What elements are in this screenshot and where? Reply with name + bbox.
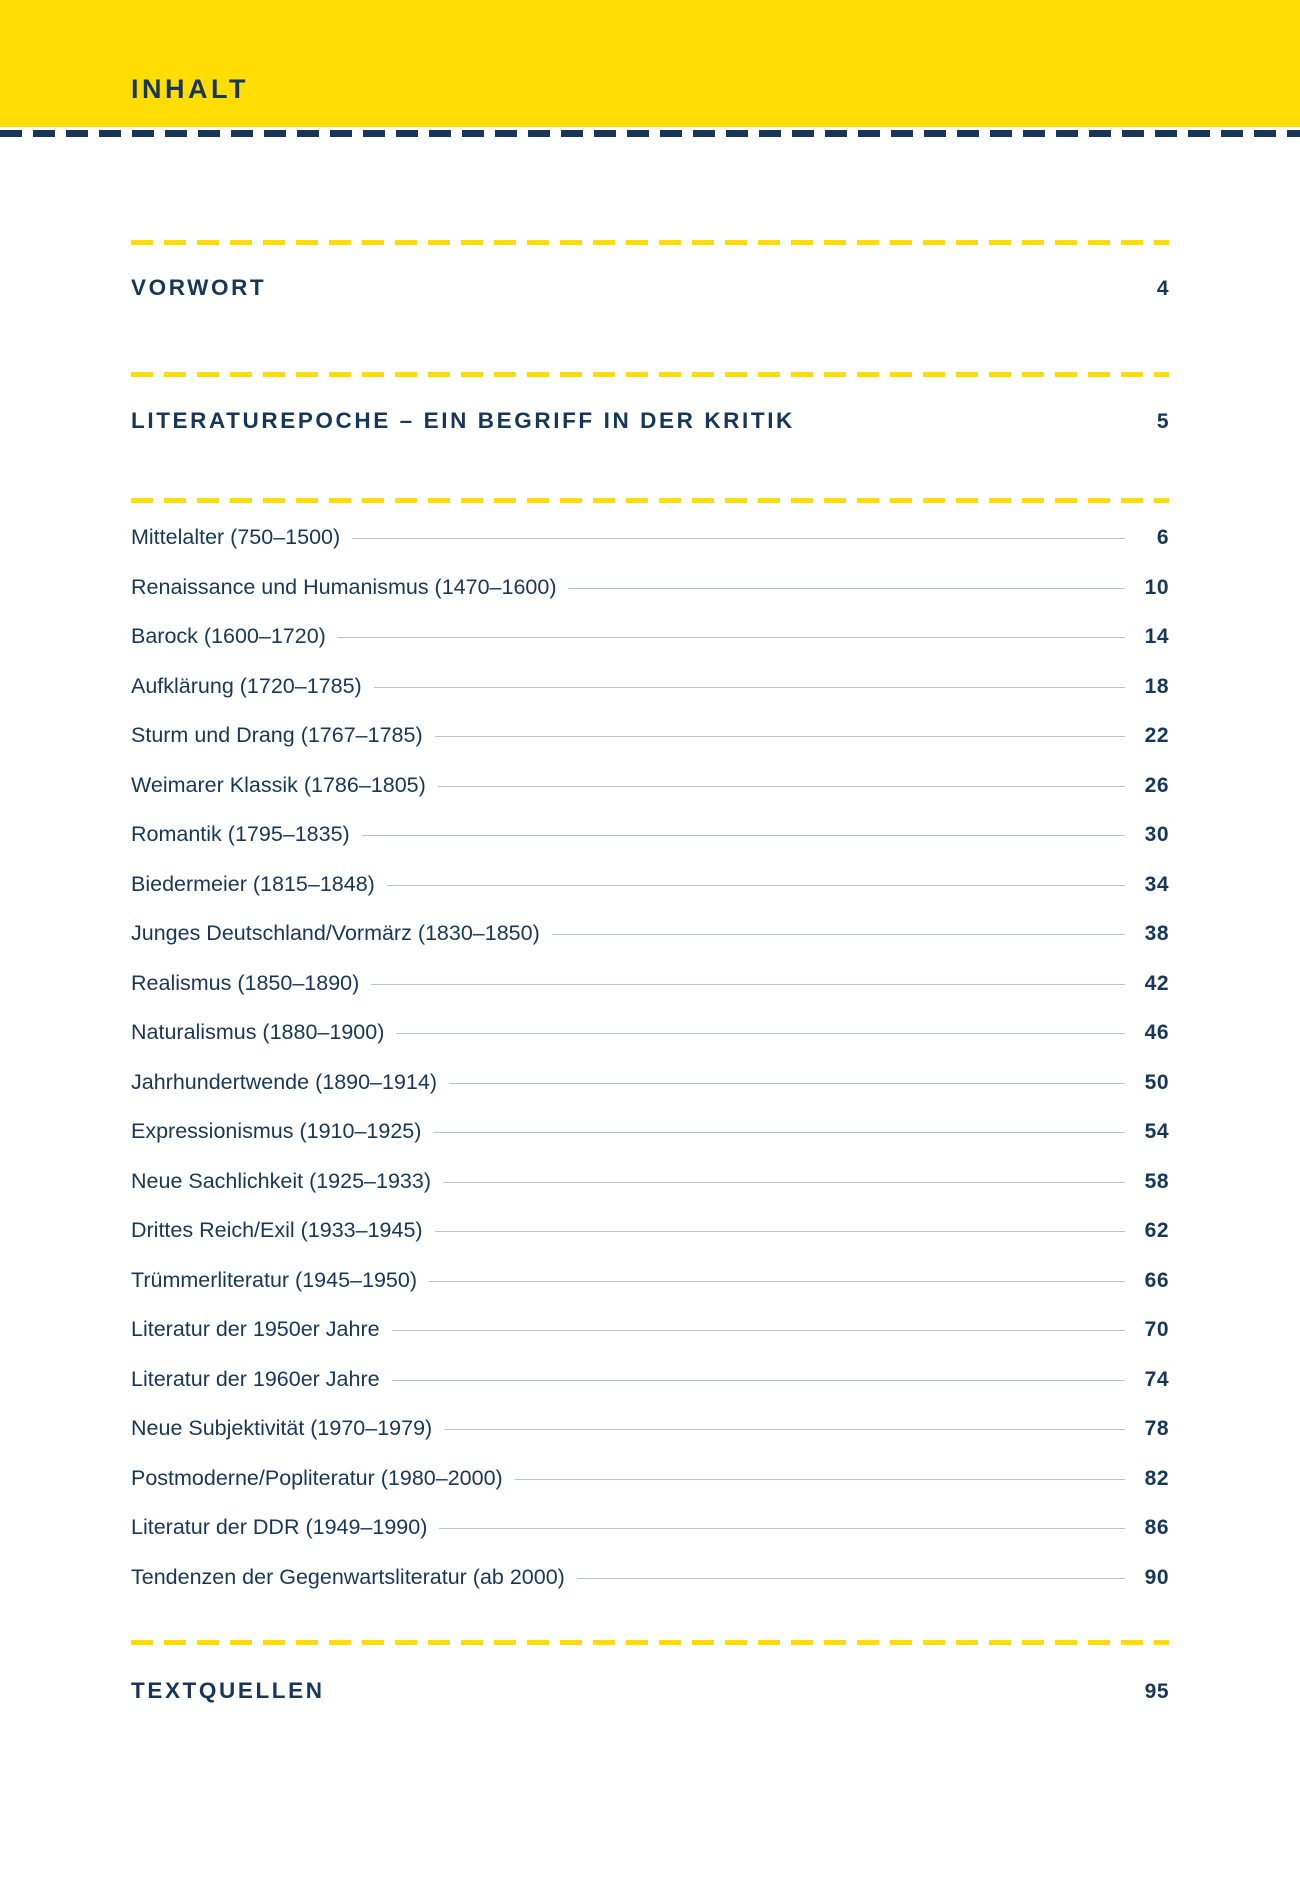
toc-entry-page: 62	[1144, 1219, 1169, 1242]
toc-entry[interactable]	[131, 971, 1169, 1021]
toc-entry-page: 18	[1144, 674, 1169, 698]
header-band	[0, 0, 1300, 127]
toc-leader-line	[371, 983, 1125, 985]
toc-leader-line	[433, 1131, 1125, 1133]
divider-above-textquellen	[131, 1640, 1169, 1645]
toc-leader-line	[387, 884, 1125, 886]
toc-leader-line	[552, 933, 1125, 935]
toc-entry[interactable]	[131, 1070, 1169, 1120]
toc-entry[interactable]	[131, 624, 1169, 674]
toc-entry[interactable]	[131, 1565, 1169, 1615]
toc-entry-page: 34	[1144, 872, 1169, 896]
toc-entry[interactable]	[131, 525, 1169, 575]
toc-entry-page: 66	[1144, 1268, 1169, 1292]
toc-entry[interactable]	[131, 1020, 1169, 1070]
toc-entry-page: 78	[1144, 1417, 1169, 1440]
toc-leader-line	[515, 1478, 1125, 1480]
toc-entry-list	[131, 525, 1169, 1614]
toc-entry-label: Sturm und Drang (1767–1785)	[131, 723, 423, 747]
toc-entry-label: Expressionismus (1910–1925)	[131, 1119, 422, 1143]
toc-entry-page: 22	[1144, 724, 1169, 747]
header-divider	[0, 130, 1300, 137]
toc-entry[interactable]	[131, 822, 1169, 872]
toc-entry[interactable]	[131, 1367, 1169, 1417]
toc-entry[interactable]	[131, 1466, 1169, 1516]
section-vorwort-title: VORWORT	[131, 275, 267, 300]
toc-entry[interactable]	[131, 1119, 1169, 1169]
toc-leader-line	[374, 686, 1125, 688]
toc-entry-page: 10	[1144, 575, 1169, 599]
toc-leader-line	[362, 834, 1125, 836]
toc-entry[interactable]	[131, 1268, 1169, 1318]
toc-leader-line	[392, 1329, 1125, 1331]
toc-leader-line	[352, 537, 1125, 539]
toc-leader-line	[438, 785, 1125, 787]
divider-above-literaturepoche	[131, 372, 1169, 377]
toc-entry[interactable]	[131, 575, 1169, 625]
toc-entry-page: 90	[1144, 1565, 1169, 1589]
toc-entry-label: Neue Sachlichkeit (1925–1933)	[131, 1168, 432, 1193]
toc-entry-label: Jahrhundertwende (1890–1914)	[131, 1069, 438, 1094]
toc-entry-label: Romantik (1795–1835)	[131, 822, 350, 846]
toc-entry-page: 50	[1144, 1070, 1169, 1094]
toc-entry-label: Neue Subjektivität (1970–1979)	[131, 1416, 433, 1440]
section-textquellen[interactable]	[131, 1678, 1169, 1704]
toc-leader-line	[449, 1082, 1125, 1084]
toc-leader-line	[435, 735, 1125, 737]
toc-entry-page: 30	[1144, 823, 1169, 846]
toc-leader-line	[429, 1280, 1125, 1282]
toc-leader-line	[396, 1032, 1125, 1034]
toc-entry-label: Junges Deutschland/Vormärz (1830–1850)	[131, 921, 540, 945]
toc-entry-page: 26	[1144, 773, 1169, 797]
toc-entry[interactable]	[131, 1169, 1169, 1219]
toc-entry-label: Mittelalter (750–1500)	[131, 525, 341, 549]
toc-entry-label: Postmoderne/Popliteratur (1980–2000)	[131, 1465, 503, 1490]
toc-entry-label: Aufklärung (1720–1785)	[131, 673, 362, 698]
toc-leader-line	[435, 1230, 1125, 1232]
toc-entry-page: 58	[1144, 1169, 1169, 1193]
toc-entry-page: 86	[1144, 1516, 1169, 1539]
section-literaturepoche-page: 5	[1156, 410, 1169, 433]
toc-entry-label: Tendenzen der Gegenwartsliteratur (ab 2000)	[131, 1564, 565, 1589]
toc-entry-label: Literatur der DDR (1949–1990)	[131, 1515, 428, 1539]
section-textquellen-page: 95	[1144, 1680, 1169, 1703]
toc-entry[interactable]	[131, 921, 1169, 971]
toc-entry[interactable]	[131, 1218, 1169, 1268]
section-literaturepoche[interactable]	[131, 408, 1169, 434]
toc-entry-label: Barock (1600–1720)	[131, 624, 326, 648]
toc-leader-line	[392, 1379, 1125, 1381]
toc-entry-page: 6	[1156, 526, 1169, 549]
divider-above-entries	[131, 498, 1169, 503]
toc-entry-label: Trümmerliteratur (1945–1950)	[131, 1267, 417, 1292]
toc-entry-label: Drittes Reich/Exil (1933–1945)	[131, 1218, 423, 1242]
section-vorwort-page: 4	[1156, 277, 1169, 300]
toc-leader-line	[444, 1428, 1125, 1430]
toc-leader-line	[568, 587, 1125, 589]
toc-entry[interactable]	[131, 1515, 1169, 1565]
toc-entry[interactable]	[131, 773, 1169, 823]
toc-entry-page: 14	[1144, 625, 1169, 648]
toc-entry-label: Renaissance und Humanismus (1470–1600)	[131, 574, 557, 599]
toc-entry-label: Literatur der 1950er Jahre	[131, 1317, 380, 1341]
toc-entry[interactable]	[131, 723, 1169, 773]
toc-entry-page: 38	[1144, 922, 1169, 945]
toc-entry-label: Weimarer Klassik (1786–1805)	[131, 772, 426, 797]
toc-entry-page: 42	[1144, 971, 1169, 995]
section-vorwort[interactable]	[131, 275, 1169, 301]
toc-leader-line	[443, 1181, 1125, 1183]
toc-entry-label: Naturalismus (1880–1900)	[131, 1020, 385, 1044]
toc-entry-label: Literatur der 1960er Jahre	[131, 1366, 380, 1391]
divider-above-vorwort	[131, 240, 1169, 245]
toc-leader-line	[577, 1577, 1125, 1579]
toc-entry-page: 54	[1144, 1120, 1169, 1143]
toc-entry[interactable]	[131, 1317, 1169, 1367]
section-textquellen-title: TEXTQUELLEN	[131, 1678, 325, 1703]
toc-entry-label: Realismus (1850–1890)	[131, 970, 360, 995]
toc-entry[interactable]	[131, 872, 1169, 922]
toc-leader-line	[439, 1527, 1125, 1529]
toc-entry-page: 46	[1144, 1021, 1169, 1044]
page-title: INHALT	[131, 74, 249, 104]
toc-entry[interactable]	[131, 674, 1169, 724]
toc-entry-label: Biedermeier (1815–1848)	[131, 871, 375, 896]
toc-entry[interactable]	[131, 1416, 1169, 1466]
toc-leader-line	[338, 636, 1125, 638]
toc-entry-page: 70	[1144, 1318, 1169, 1341]
toc-entry-page: 74	[1144, 1367, 1169, 1391]
section-literaturepoche-title: LITERATUREPOCHE – EIN BEGRIFF IN DER KRITIK	[131, 408, 795, 433]
toc-entry-page: 82	[1144, 1466, 1169, 1490]
